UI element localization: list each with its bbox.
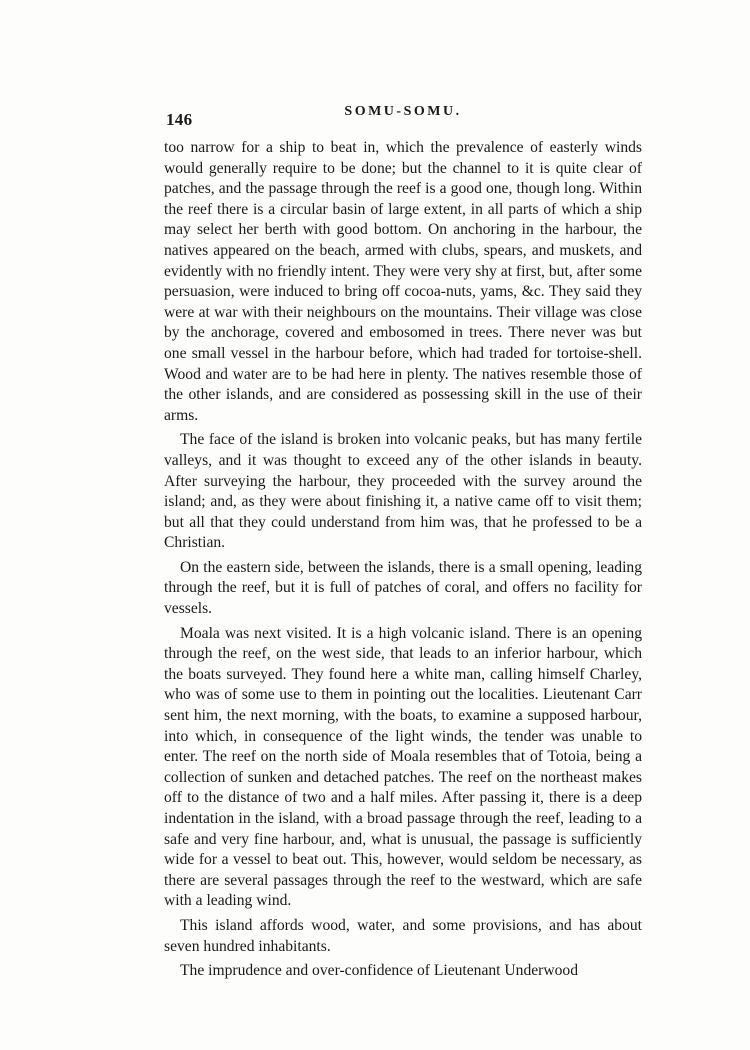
paragraph: The face of the island is broken into volcanic peaks, but has many fertile valleys, and it was thought to exceed any of the other islands in beauty. After surveying the harbour, they proceeded with the survey around the island; and, as they were about finishing it, a native came off to visit them; but all that they could understand from him was, that he professed to be a Christian. — [164, 431, 642, 552]
paragraph: too narrow for a ship to beat in, which the prevalence of easterly winds would generally require to be done; but the channel to it is quite clear of patches, and the passage through the reef is a good one, though long. Within the reef there is a circular basin of large extent, in all parts of which a ship may select her berth with good bottom. On anchoring in the harbour, the natives appeared on the beach, armed with clubs, spears, and muskets, and evidently with no friendly intent. They were very shy at first, but, after some persuasion, were induced to bring off cocoa-nuts, yams, &c. They said they were at war with their neighbours on the mountains. Their village was close by the anchorage, covered and embosomed in trees. There never was but one small vessel in the harbour before, which had traded for tortoise-shell. Wood and water are to be had here in plenty. The natives resemble those of the other islands, and are considered as possessing skill in the use of their arms. — [164, 139, 642, 424]
paragraph: This island affords wood, water, and some provisions, and has about seven hundred inhabitants. — [164, 916, 642, 955]
body-text — [164, 138, 642, 982]
paragraph-continued: The imprudence and over-confidence of Lieutenant Underwood — [180, 962, 579, 980]
paragraph: On the eastern side, between the islands, there is a small opening, leading through the reef, but it is full of patches of coral, and offers no facility for vessels. — [164, 558, 642, 618]
page-number: 146 — [166, 110, 193, 129]
page-heading: SOMU-SOMU. — [344, 104, 462, 119]
paragraph: Moala was next visited. It is a high volcanic island. There is an opening through the reef, on the west side, that leads to an inferior harbour, which the boats surveyed. They found here a white man, calling himself Charley, who was of some use to them in pointing out the localities. Lieutenant Carr sent him, the next morning, with the boats, to examine a supposed harbour, into which, in consequence of the light winds, the tender was unable to enter. The reef on the north side of Moala resembles that of Totoia, being a collection of sunken and detached patches. The reef on the northeast makes off to the distance of two and a half miles. After passing it, there is a deep indentation in the island, with a broad passage through the reef, leading to a safe and very fine harbour, and, what is unusual, the passage is sufficiently wide for a vessel to beat out. This, however, would seldom be necessary, as there are several passages through the reef to the westward, which are safe with a leading wind. — [164, 624, 642, 910]
running-head — [166, 104, 640, 132]
